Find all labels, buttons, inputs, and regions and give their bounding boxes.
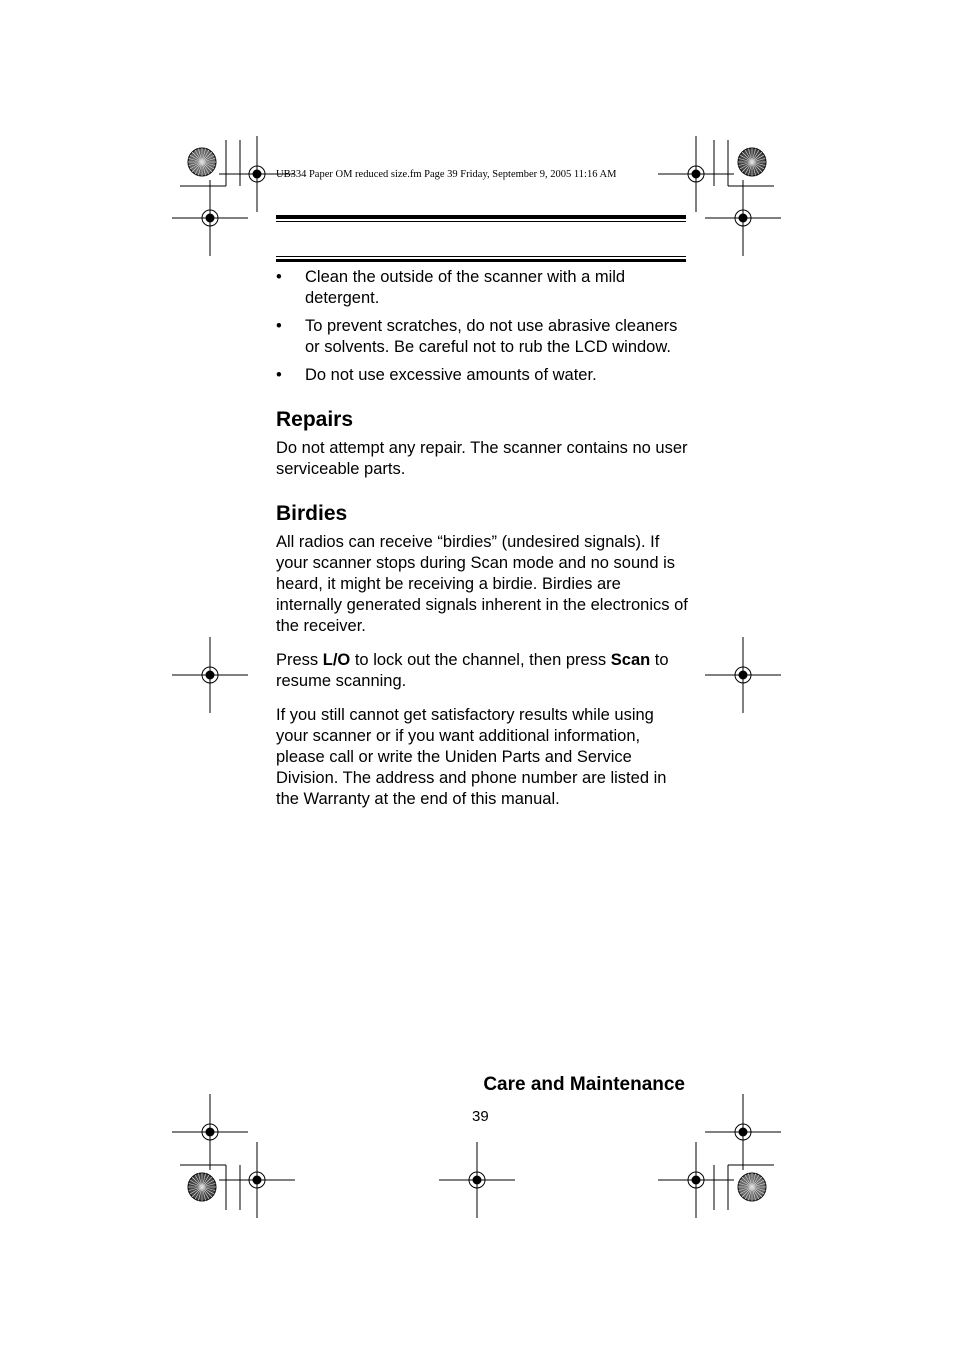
list-item [276,365,688,386]
bullet-symbol: • [276,366,282,384]
birdies-paragraph-3: If you still cannot get satisfactory results while using your scanner or if you want additional information, please call or write the Uniden Parts and Service Division. The address and phone number are listed in the Warranty at the end of this manual. [276,706,667,808]
page-content [276,267,688,823]
crosshair-mark-icon [172,637,248,713]
section-rule-thick [276,259,686,262]
top-rule-thick [276,215,686,219]
starburst-mark-icon [738,148,766,176]
crosshair-mark-icon [705,637,781,713]
file-info-header: UB334 Paper OM reduced size.fm Page 39 Friday, September 9, 2005 11:16 AM [276,169,617,180]
text-span: to lock out the channel, then press [350,651,611,669]
crosshair-mark-icon [658,1142,734,1218]
crosshair-mark-icon [439,1142,515,1218]
birdies-paragraph-1: All radios can receive “birdies” (undesired signals). If your scanner stops during Scan mode and no sound is heard, it might be receiving a birdie. Birdies are internally generated signals inherent in the electronics of the receiver. [276,533,688,635]
starburst-mark-icon [738,1173,766,1201]
crosshair-mark-icon [219,1142,295,1218]
top-rule-thin [276,221,686,222]
crosshair-mark-icon [658,136,734,212]
repairs-body: Do not attempt any repair. The scanner contains no user serviceable parts. [276,439,688,478]
text-span: to resume scanning. [276,651,669,690]
list-item [276,267,688,309]
crosshair-mark-icon [705,180,781,256]
bullet-text: To prevent scratches, do not use abrasive cleaners or solvents. Be careful not to rub the LCD window. [305,317,678,356]
bullet-text: Clean the outside of the scanner with a mild detergent. [305,268,626,307]
birdies-paragraph-2 [276,650,688,692]
birdies-heading: Birdies [276,502,348,525]
section-rule-thin [276,256,686,257]
page-number: 39 [472,1108,489,1125]
starburst-mark-icon [188,148,216,176]
scan-key-label: Scan [610,651,651,669]
crosshair-mark-icon [172,1094,248,1170]
starburst-mark-icon [188,1173,216,1201]
bullet-symbol: • [276,317,282,335]
text-span: Press [276,651,323,669]
bullet-symbol: • [276,268,282,286]
crosshair-mark-icon [172,180,248,256]
crosshair-mark-icon [705,1094,781,1170]
section-footer-title: Care and Maintenance [483,1074,685,1095]
list-item [276,316,688,358]
bullet-text: Do not use excessive amounts of water. [305,366,597,384]
repairs-heading: Repairs [276,408,354,431]
lo-key-label: L/O [322,651,351,669]
